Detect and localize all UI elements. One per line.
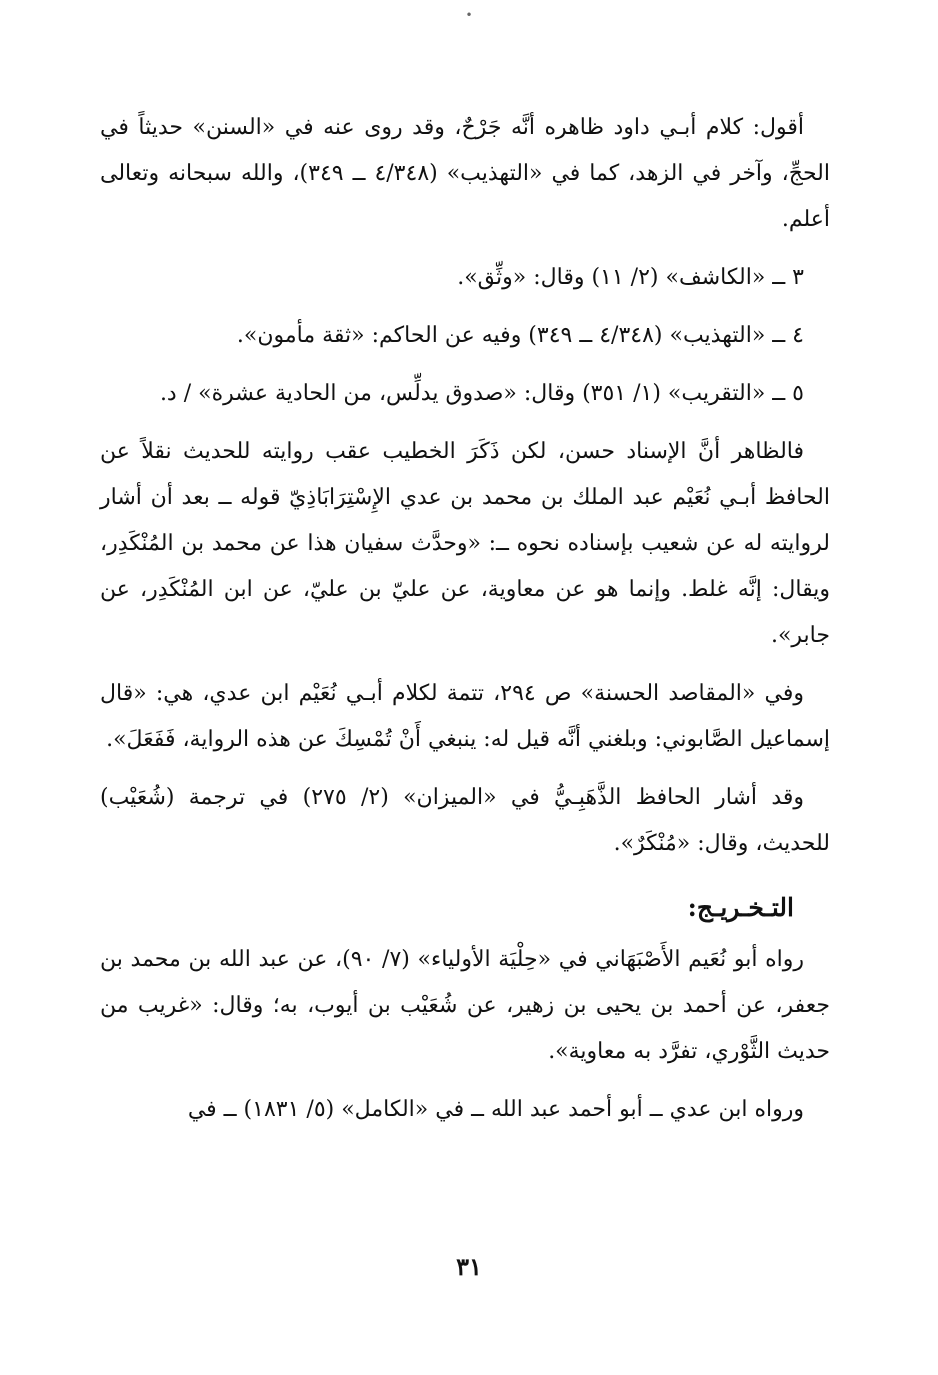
paragraph-6: ورواه ابن عدي ــ أبو أحمد عبد الله ــ في «الكامل» (٥/ ١٨٣١) ــ في xyxy=(187,1097,804,1122)
section-heading-takhrij: التـخـريـج: xyxy=(687,893,794,922)
paragraph-1: أقول: كلام أبـي داود ظاهره أنَّه جَرْحٌ، وقد روى عنه في «السنن» حديثاً في الحجِّ، وآخر في الزهد، كما في «التهذيب» (٤/٣٤٨ ــ ٣٤٩)، والله سبحانه وتعالى أعلم. xyxy=(100,115,830,232)
footnote-5: ٥ ــ «التقريب» (١/ ٣٥١) وقال: «صدوق يدلِّس، من الحادية عشرة» / د. xyxy=(159,381,804,406)
paragraph-3: وفي «المقاصد الحسنة» ص ٢٩٤، تتمة لكلام أبـي نُعَيْم ابن عدي، هي: «قال إسماعيل الصَّابوني: وبلغني أنَّه قيل له: ينبغي أَنْ تُمْسِكَ عن هذه الرواية، فَفَعَلَ». xyxy=(100,681,830,752)
paragraph-5: رواه أبو نُعَيم الأَصْبَهَاني في «حِلْيَة الأولياء» (٧/ ٩٠)، عن عبد الله بن محمد بن جعفر، عن أحمد بن يحيى بن زهير، عن شُعَيْب بن أيوب، به؛ وقال: «غريب من حديث الثَّوْري، تفرَّد به معاوية». xyxy=(100,947,830,1064)
page-number: ٣١ xyxy=(456,1252,482,1281)
paragraph-4: وقد أشار الحافظ الذَّهَبِـيُّ في «الميزان» (٢/ ٢٧٥) في ترجمة (شُعَيْب) للحديث، وقال: «مُنْكَرٌ». xyxy=(100,785,830,856)
footnote-3: ٣ ــ «الكاشف» (٢/ ١١) وقال: «وثِّق». xyxy=(457,265,804,290)
top-page-mark: • xyxy=(465,8,473,22)
main-text xyxy=(100,105,830,1145)
footnote-4: ٤ ــ «التهذيب» (٤/٣٤٨ ــ ٣٤٩) وفيه عن الحاكم: «ثقة مأمون». xyxy=(236,323,804,348)
paragraph-2: فالظاهر أنَّ الإسناد حسن، لكن ذَكَرَ الخطيب عقب روايته للحديث نقلاً عن الحافظ أبـي نُعَيْم عبد الملك بن محمد بن عدي الإِسْتِرَابَاذِيّ قوله ــ بعد أن أشار لروايته له عن شعيب بإسناده نحوه ــ: «وحدَّث سفيان هذا عن محمد بن المُنْكَدِر، ويقال: إنَّه غلط. وإنما هو عن معاوية، عن عليّ بن عليّ، عن ابن المُنْكَدِر، عن جابر». xyxy=(100,439,830,648)
